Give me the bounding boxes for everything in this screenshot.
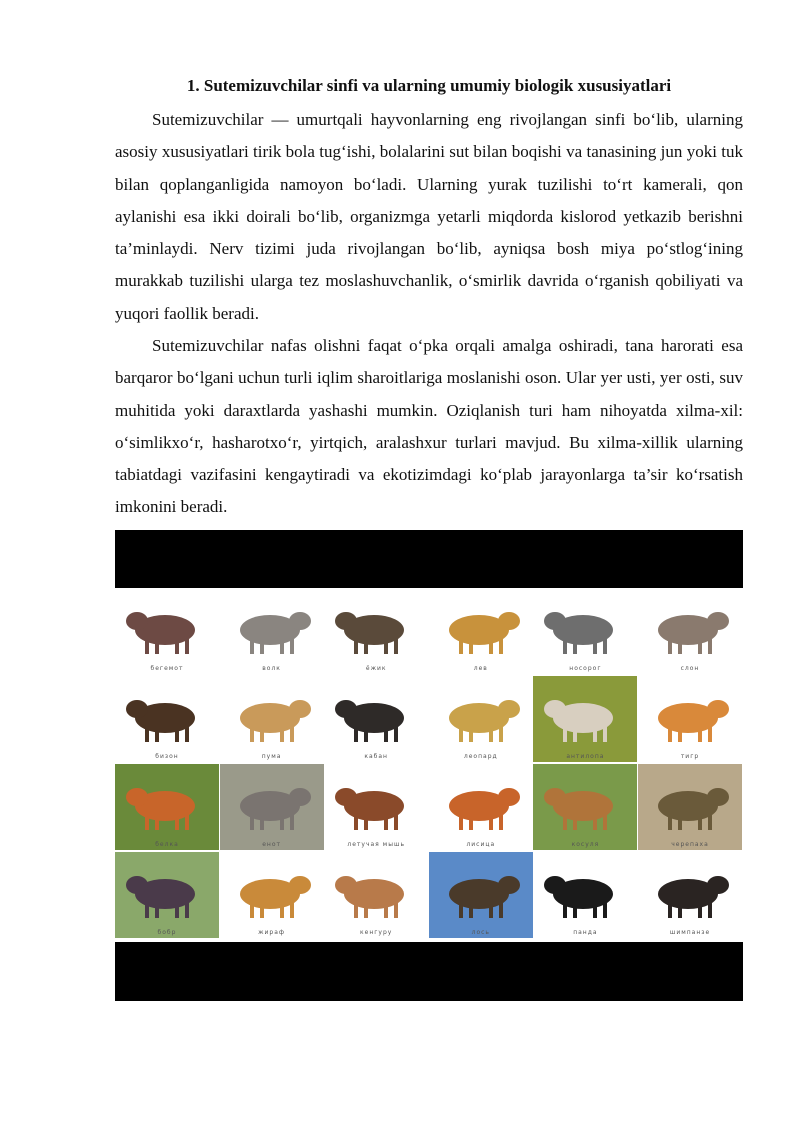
animal-caption: волк	[262, 665, 281, 672]
animal-caption: черепаха	[671, 841, 709, 848]
animal-cell	[324, 588, 428, 674]
antelope-icon	[533, 676, 637, 750]
tortoise-icon	[638, 764, 742, 838]
animal-caption: косуля	[571, 841, 600, 848]
animal-caption: лев	[473, 665, 488, 672]
section-heading: 1. Sutemizuvchilar sinfi va ularning umumiy biologik xususiyatlari	[186, 76, 672, 95]
boar-icon	[324, 676, 428, 750]
animal-caption: кабан	[364, 753, 388, 760]
paragraph-1: Sutemizuvchilar — umurtqali hayvonlarning eng rivojlangan sinfi bo‘lib, ularning asosiy xususiyatlari tirik bola tug‘ishi, bolalarini sut bilan boqishi va tanasining jun yoki tuk bilan qoplanganligida namoyon bo‘ladi. Ularning yurak tuzilishi to‘rt kamerali, qon aylanishi esa ikki doirali bo‘lib, organizmga yetarli miqdorda kislorod yetkazib berishni ta’minlaydi. Nerv tizimi juda rivojlangan bo‘lib, ayniqsa bosh miya po‘stlog‘ining murakkab tuzilishi ularga tez moslashuvchanlik, o‘smirlik davrida o‘rganish qobiliyati va yuqori faollik beradi.	[115, 110, 743, 323]
tiger-icon	[638, 676, 742, 750]
mammals-photo-grid	[115, 588, 743, 942]
animal-caption: белка	[155, 841, 179, 848]
deer-icon	[533, 764, 637, 838]
animal-cell	[533, 676, 637, 762]
bat-icon	[324, 764, 428, 838]
panda-icon	[533, 852, 637, 926]
animal-caption: кенгуру	[360, 929, 393, 936]
animal-caption: лисица	[466, 841, 496, 848]
animal-caption: панда	[573, 929, 598, 936]
paragraph-2: Sutemizuvchilar nafas olishni faqat o‘pka orqali amalga oshiradi, tana harorati esa barqaror bo‘lgani uchun turli iqlim sharoitlariga moslanishi oson. Ular yer usti, yer osti, suv muhitida yoki daraxtlarda yashashi mumkin. Oziqlanish turi ham nihoyatda xilma-xil: o‘simlikxo‘r, hasharotxo‘r, yirtqich, aralashxur turlari mavjud. Bu xilma-xillik ularning tabiatdagi vazifasini kengaytiradi va ekotizimdagi ko‘plab jarayonlarga ta’sir ko‘rsatish imkonini beradi.	[115, 336, 743, 517]
hippo-icon	[115, 588, 219, 662]
animal-cell	[324, 764, 428, 850]
animal-cell	[429, 676, 533, 762]
leopard-icon	[429, 676, 533, 750]
animal-caption: бегемот	[150, 665, 184, 672]
animal-caption: ёжик	[365, 665, 387, 672]
raccoon-icon	[220, 764, 324, 838]
animal-caption: жираф	[258, 929, 286, 936]
animal-cell	[429, 588, 533, 674]
animal-cell	[115, 588, 219, 674]
animal-caption: шимпанзе	[669, 929, 711, 936]
animal-caption: енот	[262, 841, 281, 848]
fox-icon	[429, 764, 533, 838]
moose-icon	[429, 852, 533, 926]
lion-icon	[429, 588, 533, 662]
animal-caption: летучая мышь	[347, 841, 405, 848]
mammals-figure	[115, 530, 743, 1001]
rhino-icon	[533, 588, 637, 662]
hedgehog-icon	[324, 588, 428, 662]
animal-cell	[533, 764, 637, 850]
elephant-icon	[638, 588, 742, 662]
animal-cell	[429, 852, 533, 938]
animal-caption: тигр	[680, 753, 700, 760]
animal-caption: носорог	[569, 665, 602, 672]
animal-cell	[533, 852, 637, 938]
bison-icon	[115, 676, 219, 750]
kangaroo-icon	[324, 852, 428, 926]
animal-caption: лось	[471, 929, 490, 936]
animal-cell	[220, 764, 324, 850]
cougar-icon	[220, 676, 324, 750]
animal-cell	[115, 676, 219, 762]
squirrel-icon	[115, 764, 219, 838]
animal-caption: пума	[261, 753, 282, 760]
animal-cell	[115, 764, 219, 850]
giraffe-icon	[220, 852, 324, 926]
animal-caption: бизон	[155, 753, 179, 760]
animal-cell	[324, 676, 428, 762]
animal-cell	[115, 852, 219, 938]
animal-caption: бобр	[157, 929, 177, 936]
animal-cell	[324, 852, 428, 938]
animal-caption: слон	[680, 665, 700, 672]
animal-cell	[638, 764, 742, 850]
animal-cell	[220, 588, 324, 674]
chimpanzee-icon	[638, 852, 742, 926]
animal-cell	[533, 588, 637, 674]
animal-cell	[220, 676, 324, 762]
wolf-icon	[220, 588, 324, 662]
beaver-icon	[115, 852, 219, 926]
animal-cell	[638, 676, 742, 762]
animal-caption: леопард	[463, 753, 498, 760]
animal-cell	[638, 852, 742, 938]
animal-caption: антилопа	[566, 753, 605, 760]
animal-cell	[638, 588, 742, 674]
animal-cell	[220, 852, 324, 938]
animal-cell	[429, 764, 533, 850]
